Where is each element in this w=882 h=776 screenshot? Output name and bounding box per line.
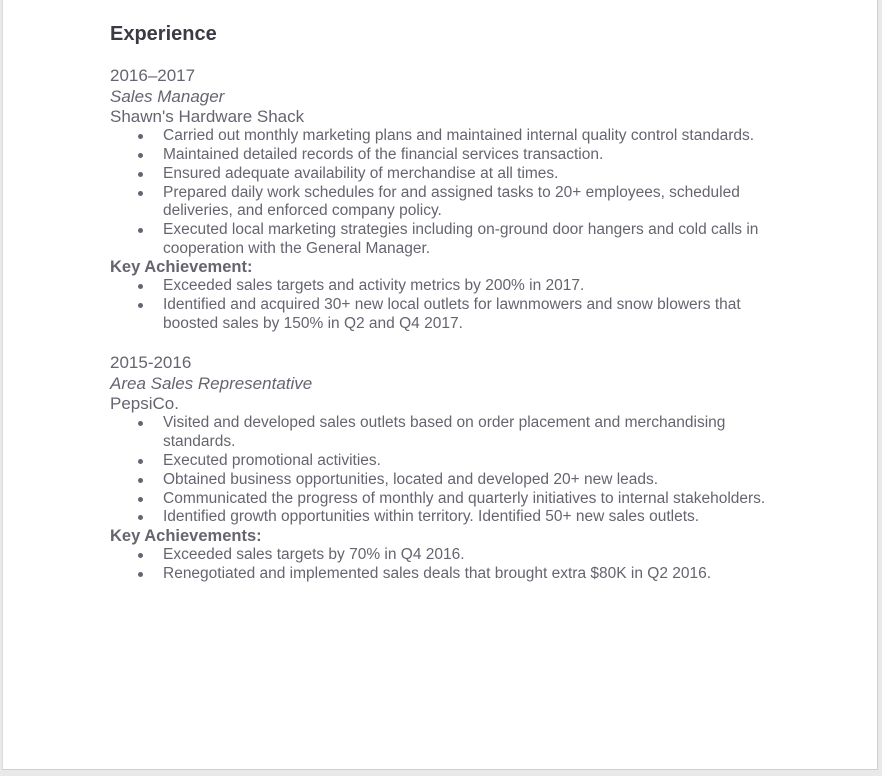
achievement-text: Exceeded sales targets by 70% in Q4 2016. — [163, 546, 465, 564]
duty-text: Visited and developed sales outlets based on order placement and merchandising standards. — [163, 414, 726, 450]
duty-item — [110, 508, 790, 527]
achievements-heading: Key Achievements: — [110, 527, 262, 546]
achievement-item — [110, 565, 790, 584]
duty-text: Maintained detailed records of the financial services transaction. — [163, 145, 604, 163]
job-role: Area Sales Representative — [110, 374, 313, 394]
bullet-icon — [138, 284, 143, 289]
duty-item — [110, 452, 790, 471]
achievement-text: Exceeded sales targets and activity metrics by 200% in 2017. — [163, 277, 585, 295]
achievement-item — [110, 546, 790, 565]
duty-text: Prepared daily work schedules for and assigned tasks to 20+ employees, scheduled deliveries, and enforced company policy. — [163, 183, 740, 220]
bullet-icon — [138, 497, 143, 502]
job-company: Shawn's Hardware Shack — [110, 107, 305, 126]
job-entry — [110, 65, 790, 333]
bullet-icon — [138, 421, 143, 426]
bullet-icon — [138, 153, 143, 158]
bullet-icon — [138, 515, 143, 520]
document-page — [2, 0, 878, 770]
bullet-icon — [138, 572, 143, 577]
bullet-icon — [138, 172, 143, 177]
job-role: Sales Manager — [110, 87, 225, 106]
duty-item — [110, 490, 790, 509]
achievements-list — [110, 546, 790, 583]
duty-text: Executed local marketing strategies including on-ground door hangers and cold calls in cooperation with the General Manager. — [163, 221, 759, 257]
job-dates: 2015-2016 — [110, 353, 192, 373]
achievement-text: Renegotiated and implemented sales deals that brought extra $80K in Q2 2016. — [163, 565, 712, 583]
achievements-heading: Key Achievement: — [110, 258, 253, 277]
achievement-item — [110, 277, 790, 296]
bullet-icon — [138, 134, 143, 139]
duty-item — [110, 221, 790, 258]
duty-text: Obtained business opportunities, located and developed 20+ new leads. — [163, 470, 659, 488]
duty-text: Ensured adequate availability of merchandise at all times. — [163, 164, 559, 182]
job-entry — [110, 352, 790, 583]
duty-text: Identified growth opportunities within territory. Identified 50+ new sales outlets. — [163, 508, 700, 526]
achievements-list — [110, 277, 790, 333]
bullet-icon — [138, 459, 143, 464]
duty-item — [110, 471, 790, 490]
bullet-icon — [138, 553, 143, 558]
achievement-text: Identified and acquired 30+ new local outlets for lawnmowers and snow blowers that boosted sales by 150% in Q2 and Q4 2017. — [163, 296, 741, 332]
bullet-icon — [138, 228, 143, 233]
duty-text: Communicated the progress of monthly and quarterly initiatives to internal stakeholders. — [163, 489, 766, 507]
bullet-icon — [138, 191, 143, 196]
job-dates: 2016–2017 — [110, 66, 196, 85]
duty-item — [110, 146, 790, 165]
duty-item — [110, 414, 790, 451]
bullet-icon — [138, 303, 143, 308]
duty-item — [110, 127, 790, 146]
achievement-item — [110, 296, 790, 333]
section-title: Experience — [110, 23, 217, 45]
bullet-icon — [138, 478, 143, 483]
duty-text: Executed promotional activities. — [163, 451, 381, 469]
duty-item — [110, 184, 790, 221]
duty-text: Carried out monthly marketing plans and maintained internal quality control standards. — [163, 127, 755, 144]
job-company: PepsiCo. — [110, 394, 179, 414]
duties-list — [110, 127, 790, 258]
duty-item — [110, 165, 790, 184]
document-content — [110, 22, 790, 584]
duties-list — [110, 414, 790, 527]
